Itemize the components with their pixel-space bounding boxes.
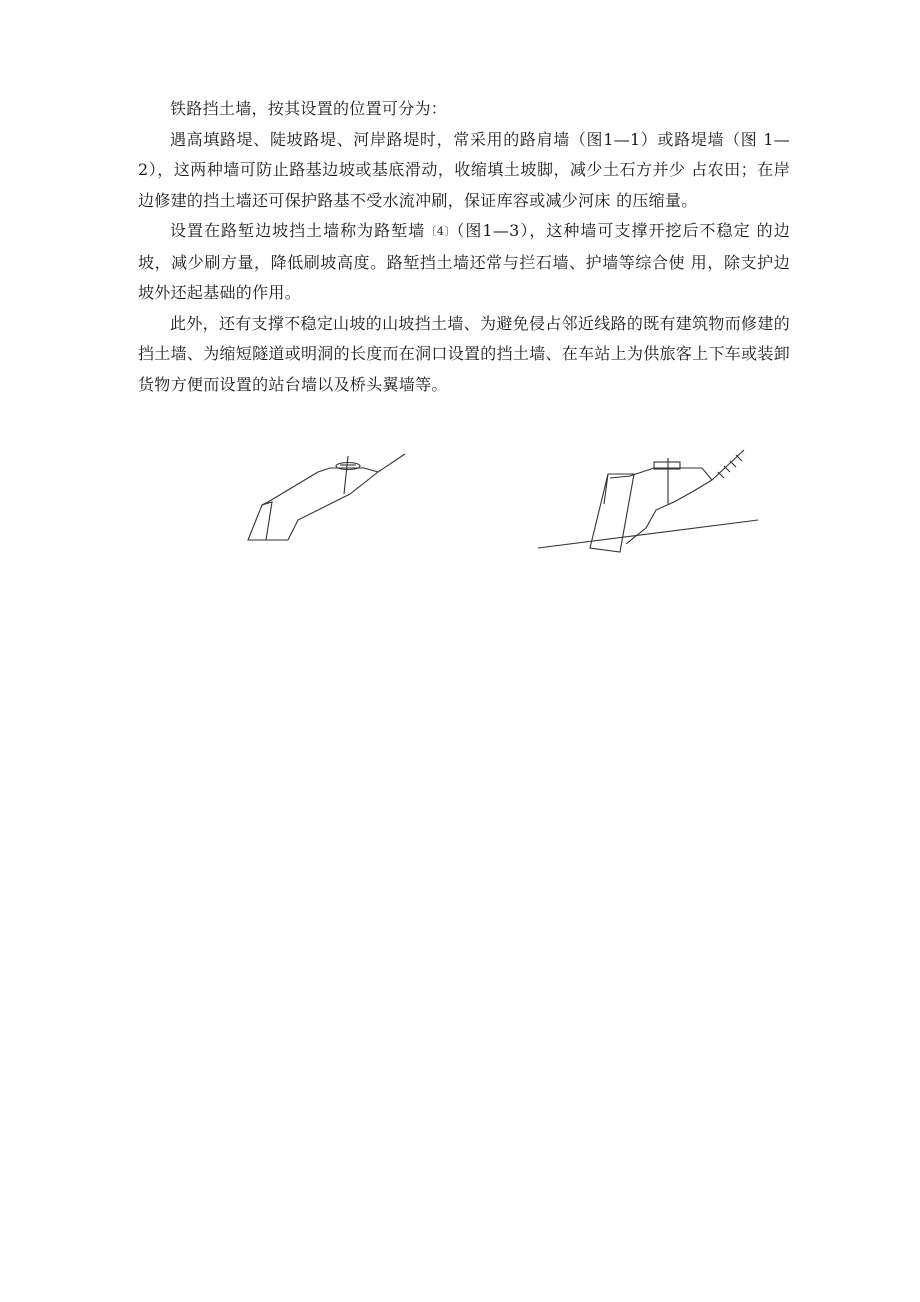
paragraph-4: 此外，还有支撑不稳定山坡的山坡挡土墙、为避免侵占邻近线路的既有建筑物而修建的挡土墙、为缩短隧道或明洞的长度而在洞口设置的挡土墙、在车站上为供旅客上下车或装卸货物方便而设置的站台墙以及桥头翼墙等。: [138, 313, 791, 394]
shoulder-wall-diagram-icon: [240, 448, 420, 548]
paragraph-2: 遇高填路堤、陡坡路堤、河岸路堤时，常采用的路肩墙（图1—1）或路堤墙（图 1—2），这两种墙可防止路基边坡或基底滑动，收缩填土坡脚，减少土石方并少 占农田；在岸边修建的挡土墙还可保护路基不受水流冲刷，保证库容或减少河床 的压缩量。: [138, 129, 790, 210]
embankment-wall-diagram-icon: [534, 444, 764, 564]
paragraph-3-part-2: （图1—3），这种墙可支撑开挖后不稳定 的边坡，减少刷方量，降低刷坡高度。路堑挡土墙还常与拦石墙、护墙等综合使 用，除支护边坡外还起基础的作用。: [138, 221, 790, 302]
figure-row: [0, 440, 920, 570]
paragraph-3-part-1: 设置在路堑边坡挡土墙称为路堑墙: [170, 221, 426, 240]
paragraph-1: 铁路挡土墙，按其设置的位置可分为：: [170, 99, 448, 118]
paragraph-3: [138, 216, 790, 309]
citation-reference: 〔4〕: [425, 225, 457, 238]
body-text: [138, 94, 790, 400]
